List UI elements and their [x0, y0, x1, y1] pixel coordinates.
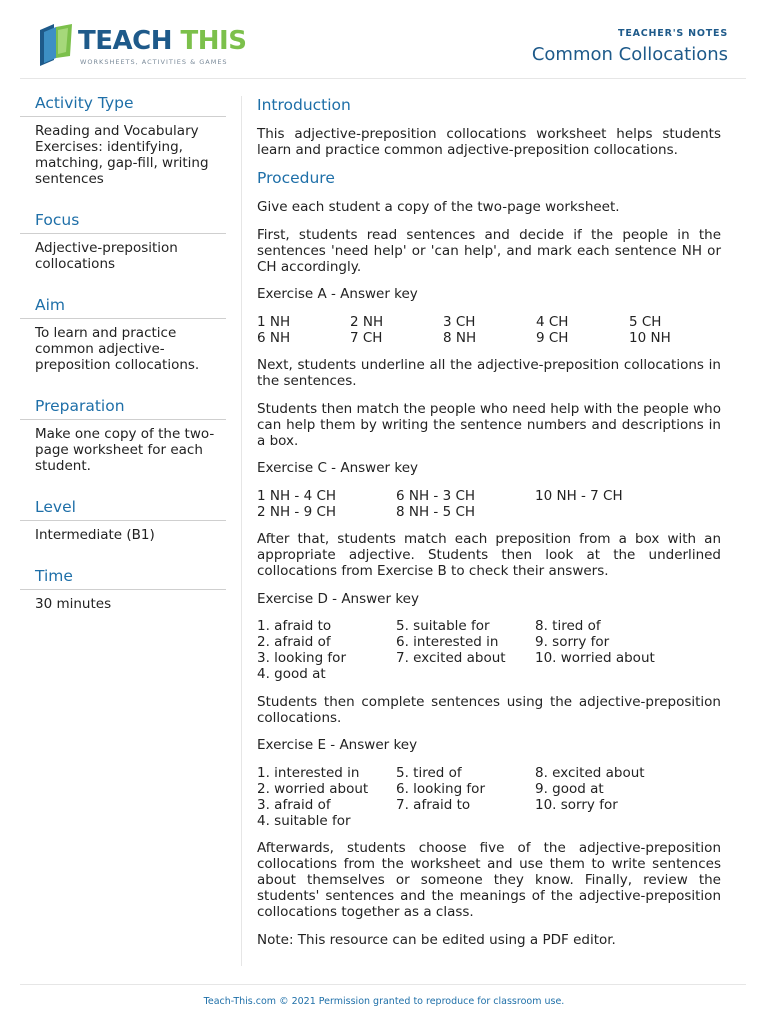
logo-word-teach: TEACH	[78, 26, 172, 56]
answer-item: 7. afraid to	[396, 796, 471, 813]
answer-item: 6 NH - 3 CH	[396, 487, 476, 504]
answer-item: 8. excited about	[535, 764, 645, 781]
procedure-paragraph: Give each student a copy of the two-page worksheet.	[257, 199, 620, 215]
answer-item: 6. interested in	[396, 634, 499, 650]
exercise-d-label: Exercise D - Answer key	[257, 590, 419, 607]
logo-word-this: THIS	[180, 26, 247, 56]
answer-item: 2 NH - 9 CH	[257, 503, 337, 520]
answer-item: 1 NH - 4 CH	[257, 487, 337, 504]
document-title: Common Collocations	[531, 44, 728, 65]
answer-item: 10 NH - 7 CH	[535, 487, 623, 504]
sidebar-section-activity-type	[20, 94, 226, 187]
answer-item: 6 NH	[257, 329, 291, 346]
procedure-paragraph: Students then match the people who need help with the people who can help them by writing the sentence numbers and descriptions in a box.	[257, 400, 721, 449]
answer-item: 9. good at	[535, 780, 604, 797]
answer-item: 5. suitable for	[396, 618, 490, 634]
answer-item: 9. sorry for	[535, 634, 610, 650]
answer-item	[535, 504, 721, 520]
sidebar-section-level	[20, 498, 226, 543]
procedure-paragraph: Next, students underline all the adjective-preposition collocations in the sentences.	[257, 357, 721, 389]
procedure-paragraph: Students then complete sentences using the adjective-preposition collocations.	[257, 693, 721, 726]
sidebar-heading: Aim	[20, 296, 226, 319]
procedure-paragraph: Afterwards, students choose five of the adjective-preposition collocations from the worksheet and use them to write sentences about themselves or someone they know. Finally, review the students' sentences and the meanings of the adjective-preposition collocations together as a class.	[257, 840, 721, 920]
logo-wordmark	[78, 26, 246, 56]
answer-item: 8 NH	[443, 329, 477, 346]
answer-item: 2. afraid of	[257, 634, 331, 650]
exercise-e-answer-key	[257, 765, 721, 829]
column-divider	[241, 96, 242, 966]
answer-item: 5 CH	[629, 313, 662, 330]
answer-item: 1. interested in	[257, 764, 360, 781]
answer-item: 7. excited about	[396, 650, 506, 666]
answer-item: 7 CH	[350, 329, 383, 346]
editor-note: Note: This resource can be edited using a PDF editor.	[257, 931, 616, 948]
sidebar-body: To learn and practice common adjective-preposition collocations.	[35, 325, 200, 373]
answer-item: 1. afraid to	[257, 618, 332, 634]
answer-item: 10. worried about	[535, 650, 655, 666]
answer-item: 10. sorry for	[535, 796, 618, 813]
teach-this-logo	[36, 22, 247, 70]
introduction-text: This adjective-preposition collocations worksheet helps students learn and practice common adjective-preposition collocations.	[257, 126, 721, 158]
sidebar-body: Intermediate (B1)	[35, 527, 155, 543]
answer-item: 6. looking for	[396, 780, 485, 797]
sidebar-body: 30 minutes	[35, 596, 112, 612]
introduction-heading: Introduction	[257, 96, 351, 114]
answer-item: 2 NH	[350, 313, 384, 330]
sidebar-body: Make one copy of the two-page worksheet for each student.	[35, 426, 215, 474]
answer-item: 3 CH	[443, 313, 476, 330]
answer-item: 1 NH	[257, 313, 291, 330]
logo-tagline: WORKSHEETS, ACTIVITIES & GAMES	[80, 58, 228, 66]
book-icon	[36, 22, 76, 66]
main-content	[257, 95, 721, 959]
sidebar	[20, 94, 226, 636]
footer-copyright: Teach-This.com © 2021 Permission granted to reproduce for classroom use.	[203, 996, 565, 1007]
sidebar-heading: Preparation	[20, 397, 226, 420]
answer-item: 5. tired of	[396, 764, 462, 781]
answer-item	[535, 813, 721, 829]
answer-item	[535, 666, 721, 682]
answer-item: 3. afraid of	[257, 796, 331, 813]
procedure-heading: Procedure	[257, 169, 335, 187]
sidebar-body: Reading and Vocabulary Exercises: identifying, matching, gap-fill, writing sentences	[35, 123, 209, 187]
answer-item	[396, 813, 535, 829]
sidebar-heading: Time	[20, 567, 226, 590]
exercise-c-answer-key	[257, 488, 721, 520]
answer-item: 8 NH - 5 CH	[396, 503, 476, 520]
answer-item: 4. good at	[257, 666, 326, 682]
page-header	[0, 0, 768, 78]
sidebar-heading: Focus	[20, 211, 226, 234]
teachers-notes-label: TEACHER'S NOTES	[618, 28, 728, 39]
procedure-paragraph: First, students read sentences and decide if the people in the sentences 'need help' or 'can help', and mark each sentence NH or CH accordingly.	[257, 226, 721, 275]
sidebar-section-aim	[20, 296, 226, 373]
answer-item	[396, 666, 535, 682]
answer-item: 4. suitable for	[257, 812, 351, 829]
answer-item: 4 CH	[536, 313, 569, 330]
answer-item: 3. looking for	[257, 650, 346, 666]
exercise-a-label: Exercise A - Answer key	[257, 286, 418, 302]
answer-item: 2. worried about	[257, 780, 369, 797]
sidebar-heading: Activity Type	[20, 94, 226, 117]
header-divider	[20, 78, 746, 79]
answer-item: 10 NH	[629, 329, 671, 346]
sidebar-section-time	[20, 567, 226, 612]
sidebar-heading: Level	[20, 498, 226, 521]
sidebar-section-preparation	[20, 397, 226, 474]
sidebar-section-focus	[20, 211, 226, 272]
procedure-paragraph: After that, students match each preposition from a box with an appropriate adjective. Students then look at the underlined collocations from Exercise B to check their answers.	[257, 531, 721, 579]
exercise-d-answer-key	[257, 618, 721, 682]
footer-divider	[20, 984, 746, 985]
exercise-a-answer-key	[257, 314, 721, 346]
exercise-e-label: Exercise E - Answer key	[257, 737, 418, 753]
sidebar-body: Adjective-preposition collocations	[35, 240, 178, 272]
exercise-c-label: Exercise C - Answer key	[257, 460, 418, 476]
answer-item: 9 CH	[536, 329, 569, 346]
answer-item: 8. tired of	[535, 618, 601, 634]
